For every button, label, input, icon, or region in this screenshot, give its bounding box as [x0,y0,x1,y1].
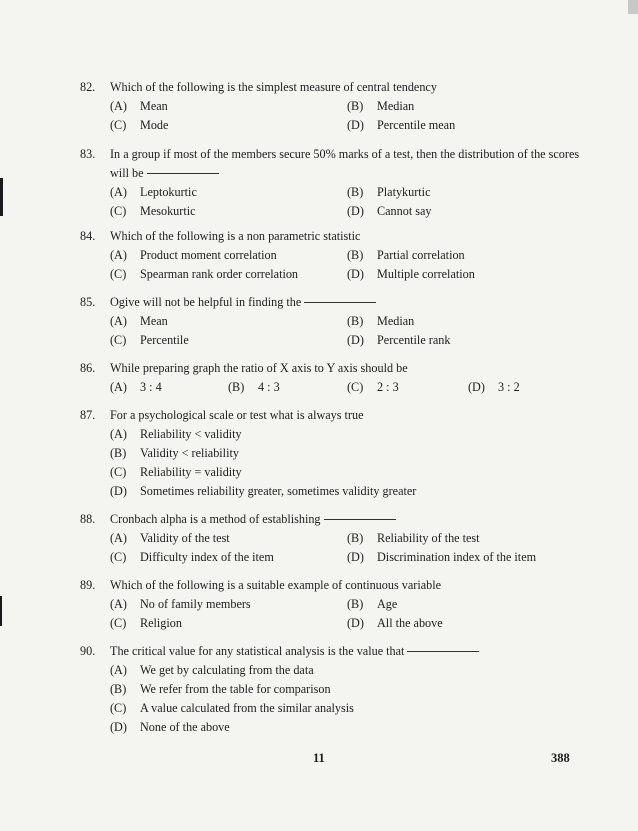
option-c[interactable]: (C) Mesokurtic [110,204,196,218]
option-a[interactable]: (A) 3 : 4 [110,380,162,394]
question-88 [80,510,580,567]
option-a[interactable]: (A) Leptokurtic [110,185,197,199]
question-text: Cronbach alpha is a method of establishing [110,512,321,526]
question-84 [80,227,580,284]
option-a[interactable]: (A) No of family members [110,597,251,611]
option-d[interactable]: (D) Percentile mean [347,118,456,132]
scan-mark-corner [628,0,638,14]
question-90 [80,642,580,737]
option-d[interactable]: (D) Percentile rank [347,333,451,347]
paper-code: 388 [551,751,570,765]
question-text: The critical value for any statistical analysis is the value that [110,644,405,658]
answer-blank [324,519,396,520]
question-text: Ogive will not be helpful in finding the [110,295,302,309]
question-86 [80,359,580,397]
answer-blank [407,651,479,652]
option-b[interactable]: (B) Validity < reliability [110,446,239,460]
option-b[interactable]: (B) Partial correlation [347,248,465,262]
option-c[interactable]: (C) Spearman rank order correlation [110,267,299,281]
option-b[interactable]: (B) Median [347,99,415,113]
question-89 [80,576,580,633]
option-a[interactable]: (A) Validity of the test [110,531,230,545]
option-a[interactable]: (A) Mean [110,314,168,328]
option-d[interactable]: (D) Discrimination index of the item [347,550,537,564]
option-b[interactable]: (B) Reliability of the test [347,531,480,545]
option-b[interactable]: (B) Age [347,597,398,611]
question-text: Which of the following is a non parametric statistic [110,229,361,243]
option-b[interactable]: (B) 4 : 3 [228,380,280,394]
option-b[interactable]: (B) We refer from the table for comparison [110,682,331,696]
option-a[interactable]: (A) Mean [110,99,168,113]
option-c[interactable]: (C) Difficulty index of the item [110,550,274,564]
question-text: While preparing graph the ratio of X axis to Y axis should be [110,361,408,375]
option-c[interactable]: (C) Mode [110,118,169,132]
option-c[interactable]: (C) 2 : 3 [347,380,399,394]
option-d[interactable]: (D) All the above [347,616,443,630]
question-number: 89. [80,578,96,592]
scan-mark-left [0,178,3,216]
question-number: 84. [80,229,96,243]
option-c[interactable]: (C) Religion [110,616,182,630]
option-b[interactable]: (B) Median [347,314,415,328]
question-83 [80,145,580,221]
option-c[interactable]: (C) Reliability = validity [110,465,242,479]
option-c[interactable]: (C) A value calculated from the similar analysis [110,701,354,715]
option-a[interactable]: (A) Product moment correlation [110,248,277,262]
question-number: 82. [80,80,96,94]
option-d[interactable]: (D) None of the above [110,720,230,734]
page-number: 11 [313,751,325,765]
question-text: In a group if most of the members secure 50% marks of a test, then the distribution of the scores will be [110,147,580,180]
option-d[interactable]: (D) Cannot say [347,204,432,218]
question-85 [80,293,580,350]
question-87 [80,406,580,501]
option-d[interactable]: (D) 3 : 2 [468,380,520,394]
question-number: 87. [80,408,96,422]
scan-mark-left-lower [0,596,2,626]
answer-blank [304,302,376,303]
option-a[interactable]: (A) Reliability < validity [110,427,242,441]
question-number: 88. [80,512,96,526]
question-text: For a psychological scale or test what is always true [110,408,364,422]
option-c[interactable]: (C) Percentile [110,333,189,347]
question-text: Which of the following is a suitable example of continuous variable [110,578,442,592]
question-number: 85. [80,295,96,309]
question-number: 90. [80,644,96,658]
question-number: 86. [80,361,96,375]
option-a[interactable]: (A) We get by calculating from the data [110,663,314,677]
question-text: Which of the following is the simplest measure of central tendency [110,80,437,94]
option-d[interactable]: (D) Sometimes reliability greater, sometimes validity greater [110,484,417,498]
question-82 [80,78,580,135]
option-b[interactable]: (B) Platykurtic [347,185,431,199]
option-d[interactable]: (D) Multiple correlation [347,267,475,281]
question-number: 83. [80,147,96,161]
answer-blank [147,173,219,174]
